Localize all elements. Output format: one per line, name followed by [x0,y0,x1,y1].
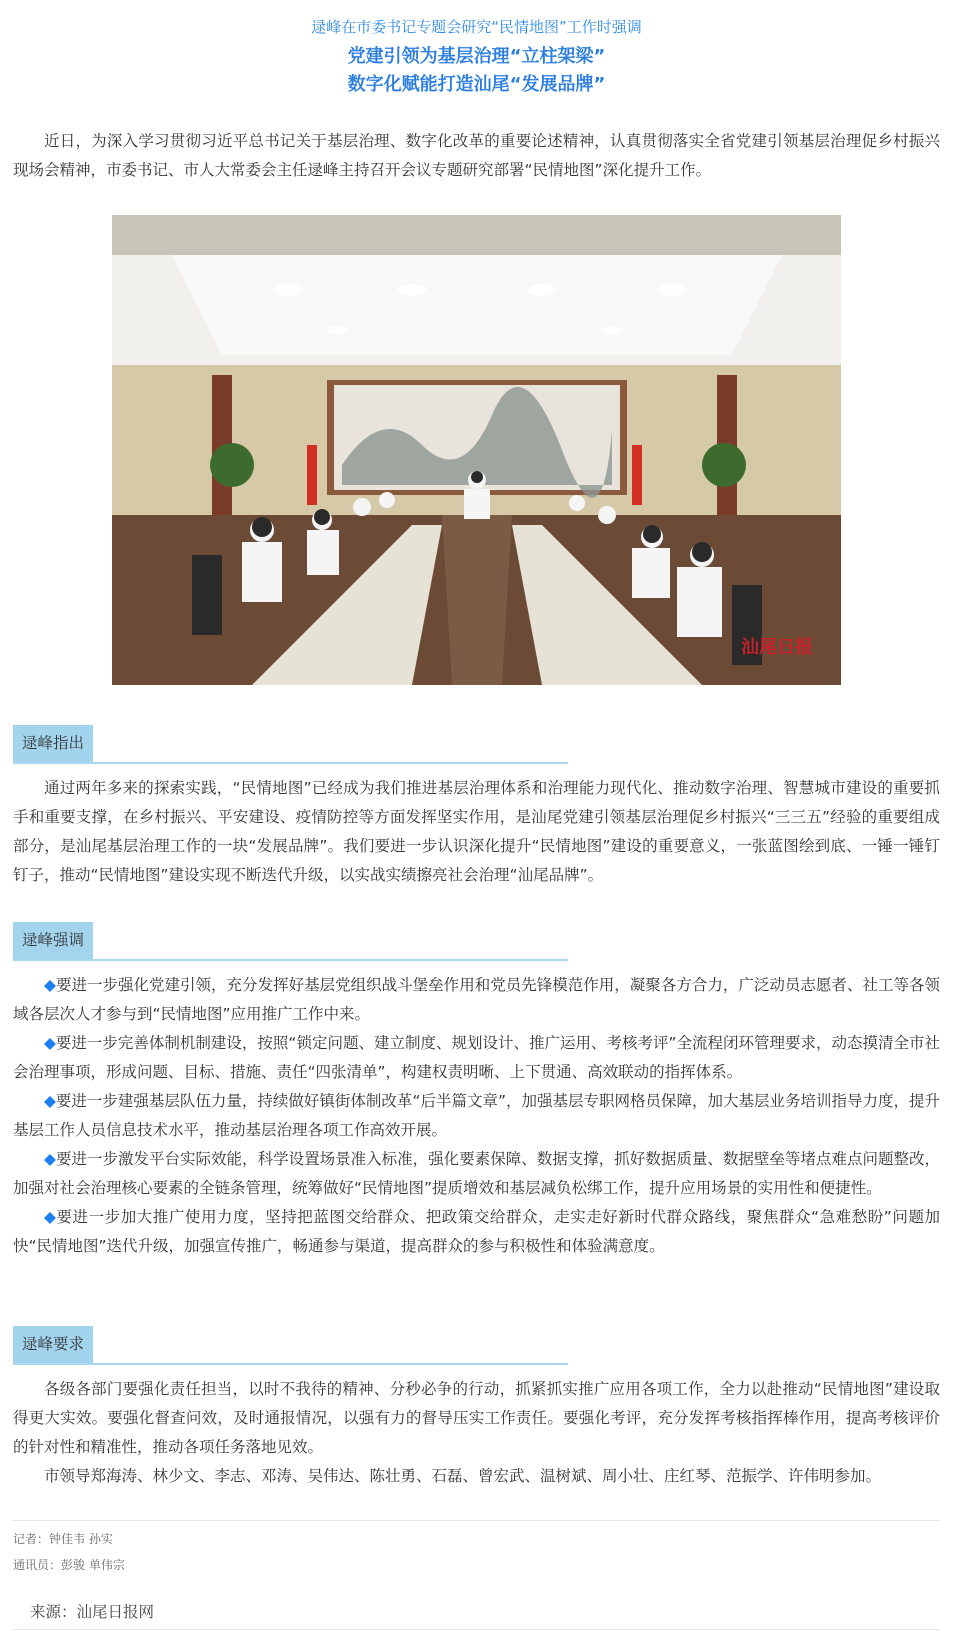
attendees-paragraph: 市领导郑海涛、林少文、李志、邓涛、吴伟达、陈壮勇、石磊、曾宏武、温树斌、周小壮、庄红琴、范振学、许伟明参加。 [44,1467,882,1485]
section-heading-required [13,1326,568,1365]
section-heading-label: 逯峰强调 [13,922,93,959]
bullet-item: ◆要进一步强化党建引领，充分发挥好基层党组织战斗堡垒作用和党员先锋模范作用，凝聚各方合力，广泛动员志愿者、社工等各领域各层次人才参与到“民情地图”应用推广工作中来。 [13,976,940,1023]
diamond-bullet-icon: ◆ [44,1150,56,1168]
section-paragraph [13,1375,940,1491]
paragraph: 各级各部门要强化责任担当，以时不我待的精神、分秒必争的行动，抓紧抓实推广应用各项工作，全力以赴推动“民情地图”建设取得更大实效。要强化督查问效，及时通报情况，以强有力的督导压实工作责任。要强化考评，充分发挥考核指挥棒作用，提高考核评价的针对性和精准性，推动各项任务落地见效。 [13,1380,940,1456]
bullet-item: ◆要进一步加大推广使用力度，坚持把蓝图交给群众、把政策交给群众，走实走好新时代群众路线，聚焦群众“急难愁盼”问题加快“民情地图”迭代升级，加强宣传推广，畅通参与渠道，提高群众的参与积极性和体验满意度。 [13,1208,940,1255]
article-title-line1: 党建引领为基层治理“立柱架梁” [347,46,606,67]
bullet-item: ◆要进一步激发平台实际效能，科学设置场景准入标准，强化要素保障、数据支撑，抓好数据质量、数据壁垒等堵点难点问题整改，加强对社会治理核心要素的全链条管理，统筹做好“民情地图”提质增效和基层减负松绑工作，提升应用场景的实用性和便捷性。 [13,1150,940,1197]
diamond-bullet-icon: ◆ [44,1034,56,1052]
correspondents: 通讯员：彭骏 单伟宗 [13,1558,125,1572]
diamond-bullet-icon: ◆ [44,976,56,994]
section-heading-label: 逯峰要求 [13,1326,93,1363]
intro-paragraph: 近日，为深入学习贯彻习近平总书记关于基层治理、数字化改革的重要论述精神，认真贯彻落实全省党建引领基层治理促乡村振兴现场会精神，市委书记、市人大常委会主任逯峰主持召开会议专题研究部署“民情地图”深化提升工作。 [13,132,940,179]
section-heading-label: 逯峰指出 [13,725,93,762]
meeting-photo [112,215,841,685]
section-bullet-list [13,971,940,1261]
diamond-bullet-icon: ◆ [44,1208,57,1226]
footer-divider [13,1520,940,1521]
reporters: 记者：钟佳韦 孙实 [13,1532,113,1546]
bullet-item: ◆要进一步建强基层队伍力量，持续做好镇街体制改革“后半篇文章”，加强基层专职网格员保障，加大基层业务培训指导力度，提升基层工作人员信息技术水平，推动基层治理各项工作高效开展。 [13,1092,940,1139]
diamond-bullet-icon: ◆ [44,1092,56,1110]
meeting-room-image [112,215,841,685]
watermark-logo: 汕尾日报 [741,637,813,658]
section-heading-pointed-out [13,725,568,764]
section-heading-emphasized [13,922,568,961]
paragraph: 通过两年多来的探索实践，“民情地图”已经成为我们推进基层治理体系和治理能力现代化、推动数字治理、智慧城市建设的重要抓手和重要支撑，在乡村振兴、平安建设、疫情防控等方面发挥坚实作用，是汕尾党建引领基层治理促乡村振兴“三三五”经验的重要组成部分，是汕尾基层治理工作的一块“发展品牌”。我们要进一步认识深化提升“民情地图”建设的重要意义，一张蓝图绘到底、一锤一锤钉钉子，推动“民情地图”建设实现不断迭代升级，以实战实绩擦亮社会治理“汕尾品牌”。 [13,779,940,884]
section-paragraph [13,774,940,890]
bullet-item: ◆要进一步完善体制机制建设，按照“锁定问题、建立制度、规划设计、推广运用、考核考评”全流程闭环管理要求，动态摸清全市社会治理事项，形成问题、目标、措施、责任“四张清单”，构建权责明晰、上下贯通、高效联动的指挥体系。 [13,1034,940,1081]
article-subtitle: 逯峰在市委书记专题会研究“民情地图”工作时强调 [311,18,642,36]
article-title-line2: 数字化赋能打造汕尾“发展品牌” [347,74,606,95]
article-source: 来源：汕尾日报网 [30,1603,155,1621]
source-divider [13,1629,940,1630]
